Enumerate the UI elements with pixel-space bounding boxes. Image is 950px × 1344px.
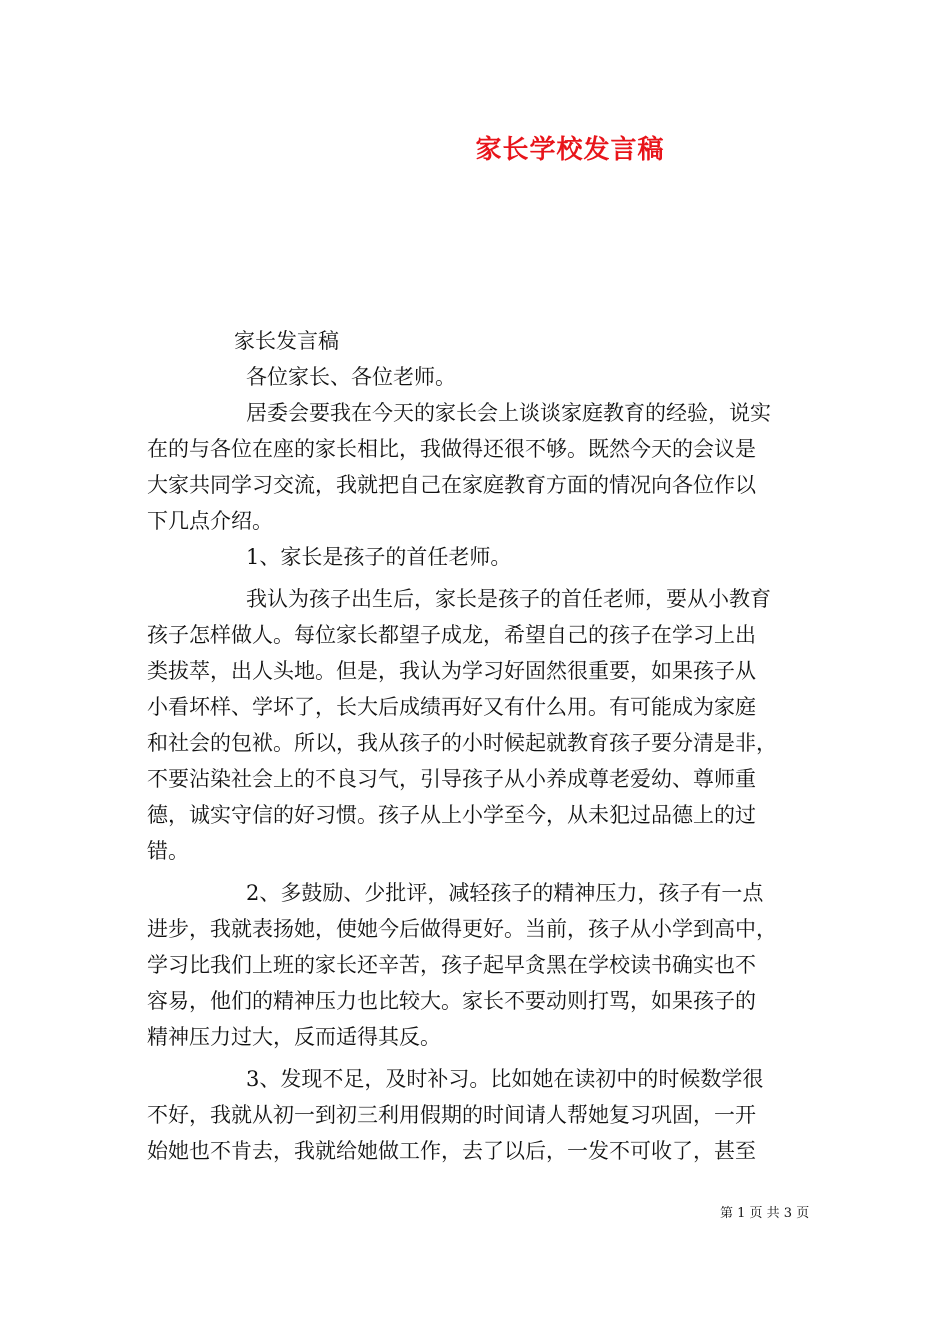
body-line: 下几点介绍。 — [147, 509, 273, 533]
body-line: 错。 — [147, 839, 189, 863]
body-line: 孩子怎样做人。每位家长都望子成龙，希望自己的孩子在学习上出 — [147, 623, 756, 647]
body-line: 始她也不肯去，我就给她做工作，去了以后，一发不可收了，甚至 — [147, 1139, 756, 1163]
body-line: 居委会要我在今天的家长会上谈谈家庭教育的经验，说实 — [246, 401, 771, 425]
body-line: 德，诚实守信的好习惯。孩子从上小学至今，从未犯过品德上的过 — [147, 803, 756, 827]
body-line: 类拔萃，出人头地。但是，我认为学习好固然很重要，如果孩子从 — [147, 659, 756, 683]
body-line: 我认为孩子出生后，家长是孩子的首任老师，要从小教育 — [246, 587, 771, 611]
body-line: 不好，我就从初一到初三利用假期的时间请人帮她复习巩固，一开 — [147, 1103, 756, 1127]
body-line: 在的与各位在座的家长相比，我做得还很不够。既然今天的会议是 — [147, 437, 756, 461]
document-title: 家长学校发言稿 — [475, 135, 665, 165]
body-line: 2、多鼓励、少批评，减轻孩子的精神压力，孩子有一点 — [246, 881, 764, 905]
body-line: 进步，我就表扬她，使她今后做得更好。当前，孩子从小学到高中， — [147, 917, 777, 941]
page-footer: 第 1 页 共 3 页 — [720, 1206, 810, 1221]
body-line: 1、家长是孩子的首任老师。 — [246, 545, 512, 569]
body-line: 容易，他们的精神压力也比较大。家长不要动则打骂，如果孩子的 — [147, 989, 756, 1013]
body-line: 小看坏样、学坏了，长大后成绩再好又有什么用。有可能成为家庭 — [147, 695, 756, 719]
body-line: 大家共同学习交流，我就把自己在家庭教育方面的情况向各位作以 — [147, 473, 756, 497]
body-line: 精神压力过大，反而适得其反。 — [147, 1025, 441, 1049]
speech-heading: 家长发言稿 — [234, 329, 339, 353]
body-line: 不要沾染社会上的不良习气，引导孩子从小养成尊老爱幼、尊师重 — [147, 767, 756, 791]
body-line: 学习比我们上班的家长还辛苦，孩子起早贪黑在学校读书确实也不 — [147, 953, 756, 977]
body-line: 3、发现不足，及时补习。比如她在读初中的时候数学很 — [246, 1067, 764, 1091]
body-line: 和社会的包袱。所以，我从孩子的小时候起就教育孩子要分清是非， — [147, 731, 777, 755]
body-line: 各位家长、各位老师。 — [246, 365, 456, 389]
